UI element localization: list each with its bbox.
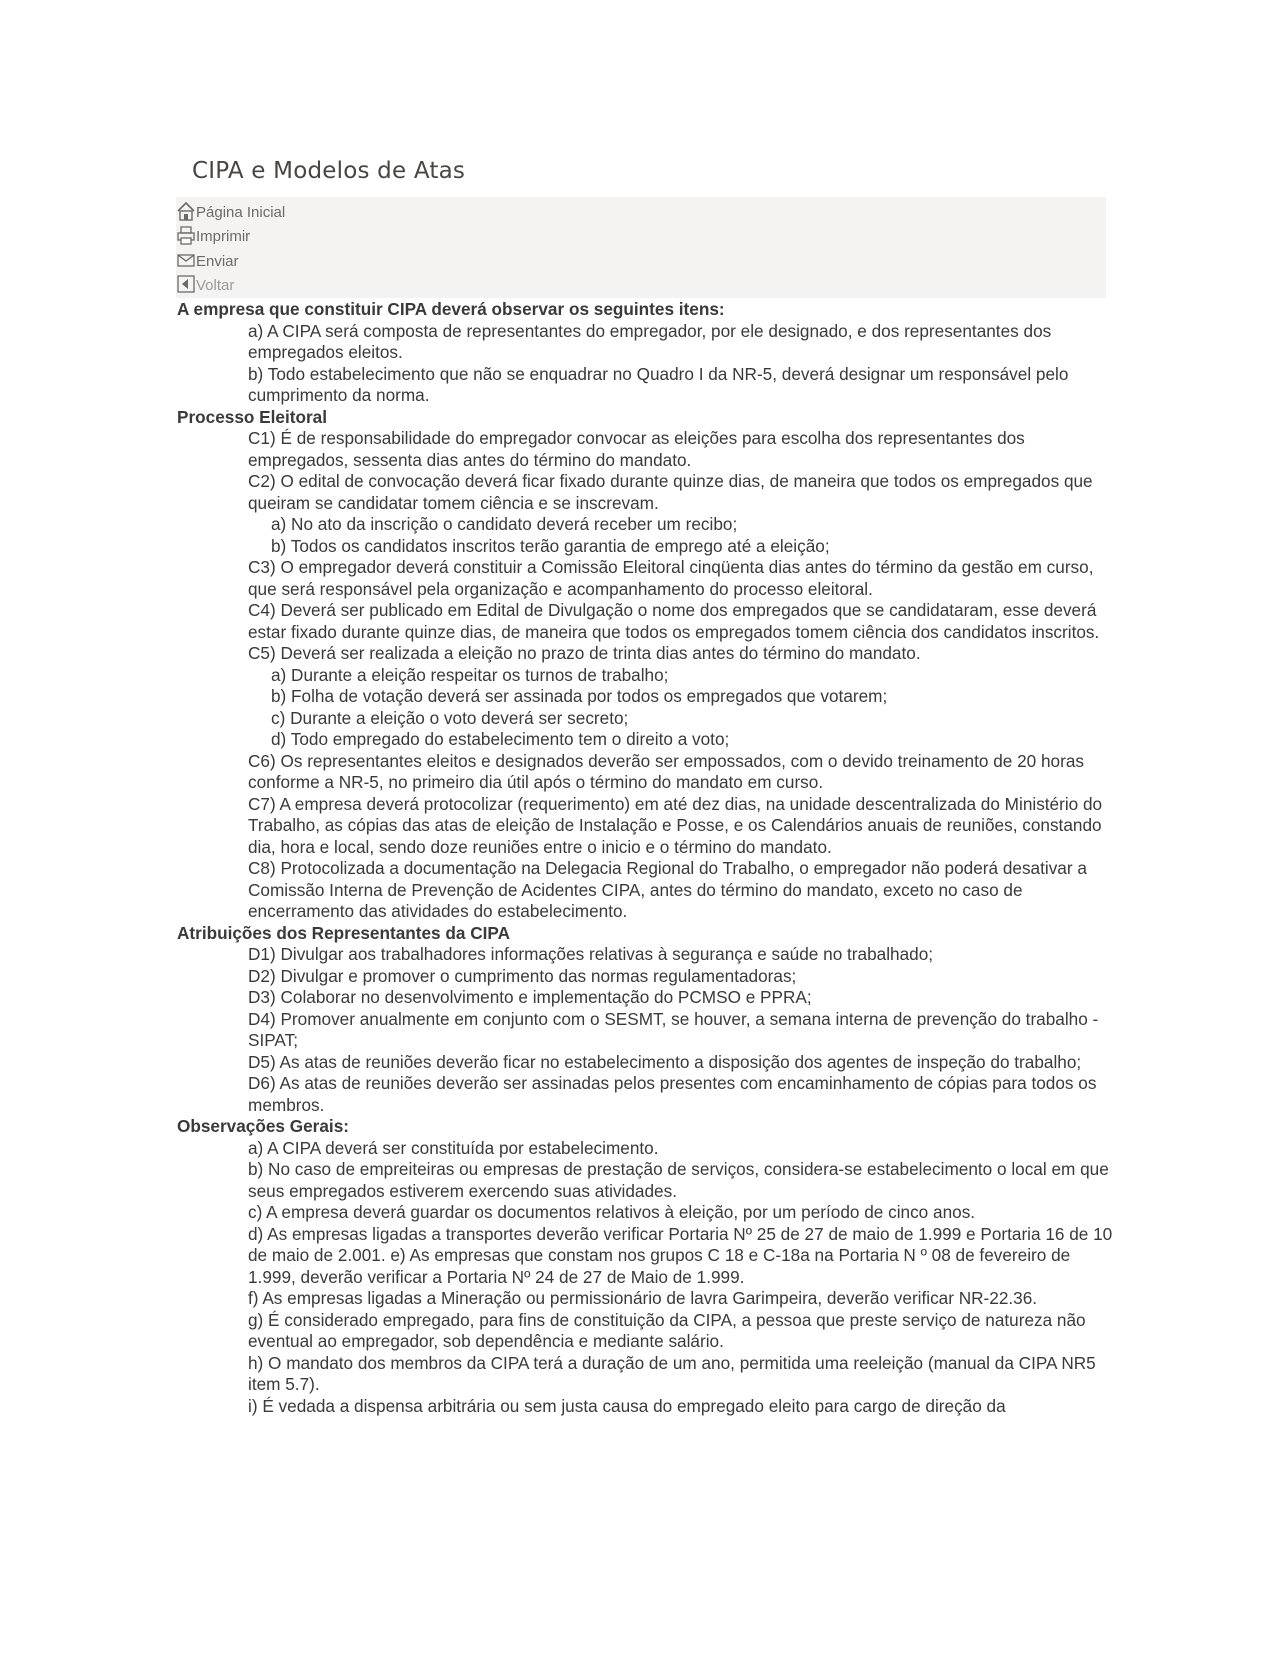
section-heading: Observações Gerais: bbox=[177, 1116, 349, 1136]
list-item: b) Todo estabelecimento que não se enquadrar no Quadro I da NR-5, deverá designar um responsável pelo cumprimento da norma. bbox=[248, 363, 1069, 405]
send-link[interactable] bbox=[176, 246, 239, 270]
back-label: Voltar bbox=[196, 277, 235, 294]
list-item: b) No caso de empreiteiras ou empresas de prestação de serviços, considera-se estabelecimento o local em que seus empregados estiverem exercendo suas atividades. bbox=[248, 1159, 1109, 1201]
list-item: D3) Colaborar no desenvolvimento e implementação do PCMSO e PPRA; bbox=[248, 987, 812, 1007]
list-item: D4) Promover anualmente em conjunto com o SESMT, se houver, a semana interna de prevenção do trabalho - SIPAT; bbox=[248, 1008, 1099, 1050]
send-label: Enviar bbox=[196, 253, 239, 270]
list-item: f) As empresas ligadas a Mineração ou permissionário de lavra Garimpeira, deverão verificar NR-22.36. bbox=[248, 1288, 1038, 1308]
list-item: C4) Deverá ser publicado em Edital de Divulgação o nome dos empregados que se candidataram, esse deverá estar fixado durante quinze dias, de maneira que todos os empregados tomem ciência dos candidatos inscritos. bbox=[248, 600, 1100, 642]
list-item: i) É vedada a dispensa arbitrária ou sem justa causa do empregado eleito para cargo de direção da bbox=[248, 1395, 1006, 1416]
sub-list-item: b) Folha de votação deverá ser assinada por todos os empregados que votarem; bbox=[271, 686, 888, 706]
print-label: Imprimir bbox=[196, 228, 251, 245]
list-item: C2) O edital de convocação deverá ficar fixado durante quinze dias, de maneira que todos os empregados que queiram se candidatar tomem ciência e se inscrevam. bbox=[248, 471, 1093, 513]
list-item: C1) É de responsabilidade do empregador convocar as eleições para escolha dos representantes dos empregados, sessenta dias antes do término do mandato. bbox=[248, 428, 1025, 470]
home-label: Página Inicial bbox=[196, 204, 286, 221]
list-item: h) O mandato dos membros da CIPA terá a duração de um ano, permitida uma reeleição (manual da CIPA NR5 item 5.7). bbox=[248, 1352, 1096, 1394]
back-arrow-icon bbox=[176, 274, 196, 294]
sub-list-item: d) Todo empregado do estabelecimento tem o direito a voto; bbox=[271, 729, 730, 749]
nav-toolbar bbox=[176, 197, 1106, 298]
list-item: c) A empresa deverá guardar os documentos relativos à eleição, por um período de cinco anos. bbox=[248, 1202, 976, 1222]
print-link[interactable] bbox=[176, 221, 250, 245]
envelope-icon bbox=[176, 250, 196, 270]
list-item: C3) O empregador deverá constituir a Comissão Eleitoral cinqüenta dias antes do término da gestão em curso, que será responsável pela organização e acompanhamento do processo eleitoral. bbox=[248, 557, 1094, 599]
list-item: d) As empresas ligadas a transportes deverão verificar Portaria Nº 25 de 27 de maio de 1.999 e Portaria 16 de 10 de maio de 2.001. e) As empresas que constam nos grupos C 18 e C-18a na Portaria N º 08 de fevereiro de 1.999, deverão verificar a Portaria Nº 24 de 27 de Maio de 1.999. bbox=[248, 1223, 1113, 1287]
list-item: C5) Deverá ser realizada a eleição no prazo de trinta dias antes do término do mandato. bbox=[248, 643, 921, 663]
list-item: a) A CIPA deverá ser constituída por estabelecimento. bbox=[248, 1137, 659, 1158]
home-link[interactable] bbox=[176, 197, 285, 221]
sub-list-item: b) Todos os candidatos inscritos terão garantia de emprego até a eleição; bbox=[271, 535, 830, 556]
section-heading: Processo Eleitoral bbox=[177, 406, 327, 427]
home-icon bbox=[176, 201, 196, 221]
list-item: a) A CIPA será composta de representantes do empregador, por ele designado, e dos representantes dos empregados eleitos. bbox=[248, 320, 1052, 362]
back-link[interactable] bbox=[176, 270, 234, 294]
section-heading: A empresa que constituir CIPA deverá observar os seguintes itens: bbox=[177, 299, 725, 319]
sub-list-item: a) Durante a eleição respeitar os turnos de trabalho; bbox=[271, 664, 669, 685]
page-title: CIPA e Modelos de Atas bbox=[192, 158, 466, 184]
list-item: D6) As atas de reuniões deverão ser assinadas pelos presentes com encaminhamento de cópias para todos os membros. bbox=[248, 1073, 1097, 1115]
document-body bbox=[177, 299, 1117, 1417]
list-item: C8) Protocolizada a documentação na Delegacia Regional do Trabalho, o empregador não poderá desativar a Comissão Interna de Prevenção de Acidentes CIPA, antes do término do mandato, exceto no caso de encerramento das atividades do estabelecimento. bbox=[248, 858, 1087, 921]
list-item: D1) Divulgar aos trabalhadores informações relativas à segurança e saúde no trabalhado; bbox=[248, 944, 934, 964]
section-heading: Atribuições dos Representantes da CIPA bbox=[177, 922, 511, 943]
list-item: C6) Os representantes eleitos e designados deverão ser empossados, com o devido treinamento de 20 horas conforme a NR-5, no primeiro dia útil após o término do mandato em curso. bbox=[248, 750, 1084, 792]
list-item: g) É considerado empregado, para fins de constituição da CIPA, a pessoa que preste serviço de natureza não eventual ao empregador, sob dependência e mediante salário. bbox=[248, 1309, 1086, 1351]
sub-list-item: c) Durante a eleição o voto deverá ser secreto; bbox=[271, 707, 629, 728]
list-item: D2) Divulgar e promover o cumprimento das normas regulamentadoras; bbox=[248, 965, 797, 986]
printer-icon bbox=[176, 225, 196, 245]
list-item: C7) A empresa deverá protocolizar (requerimento) em até dez dias, na unidade descentralizada do Ministério do Trabalho, as cópias das atas de eleição de Instalação e Posse, e os Calendários anuais de reuniões, constando dia, hora e local, sendo doze reuniões entre o inicio e o término do mandato. bbox=[248, 793, 1103, 857]
list-item: D5) As atas de reuniões deverão ficar no estabelecimento a disposição dos agentes de inspeção do trabalho; bbox=[248, 1051, 1082, 1072]
sub-list-item: a) No ato da inscrição o candidato deverá receber um recibo; bbox=[271, 514, 738, 534]
